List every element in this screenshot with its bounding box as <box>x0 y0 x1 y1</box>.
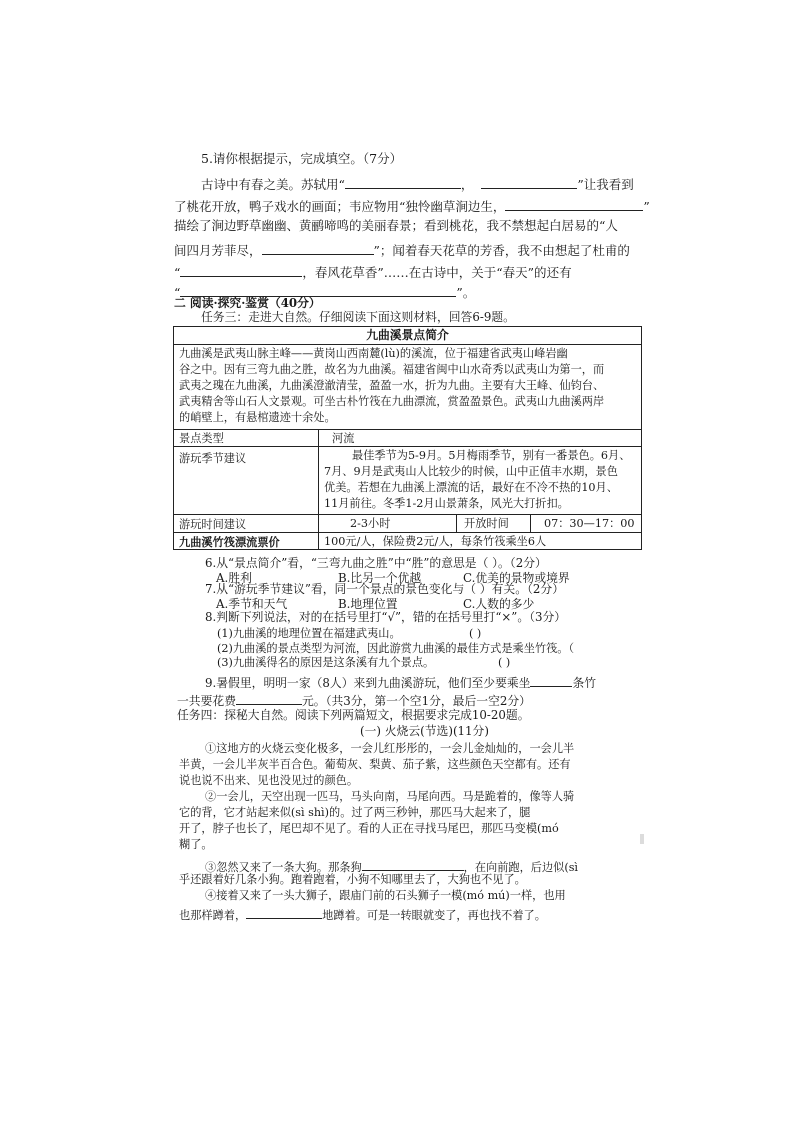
passage-p4-text-b: 地蹲着。可是一转眼就变了，再也找不着了。 <box>322 909 546 922</box>
q7-option-c[interactable]: C.人数的多少 <box>463 597 535 611</box>
q9-line-2 <box>177 692 531 708</box>
time-label: 游玩时间建议 <box>179 518 247 531</box>
passage-line: ④接着又来了一头大狮子，跟庙门前的石头狮子一模(mó mú)一样，也用 <box>205 889 566 902</box>
intro-line: 九曲溪是武夷山脉主峰——黄岗山西南麓(lù)的溪流，位于福建省武夷山峰岩幽 <box>179 347 568 360</box>
intro-line: 的峭壁上，有悬棺遗迹十余处。 <box>179 411 336 424</box>
season-label: 游玩季节建议 <box>179 452 247 465</box>
q7-stem: 7.从“游玩季节建议”看，同一个景点的景色变化与（ ）有关。（2分） <box>205 582 564 596</box>
passage-line: ①这地方的火烧云变化极多，一会儿红彤彤的，一会儿金灿灿的，一会儿半 <box>205 742 575 755</box>
time-value: 2-3小时 <box>350 517 391 530</box>
q8-item-1: (1)九曲溪的地理位置在福建武夷山。 <box>217 627 401 640</box>
intro-line: 谷之中。因有三弯九曲之胜，故名为九曲溪。福建省闽中山水奇秀以武夷山为第一，而 <box>179 363 605 376</box>
q8-item-1-answer[interactable]: ( ) <box>469 627 482 640</box>
q7-option-b[interactable]: B.地理位置 <box>338 597 398 611</box>
passage-line: 糊了。 <box>179 838 213 851</box>
task-3-text: 任务三：走进大自然。仔细阅读下面这则材料，回答6-9题。 <box>201 310 515 324</box>
table-rule-vertical <box>456 514 457 532</box>
passage-p3-text-a: ③忽然又来了一条大狗。那条狗 <box>205 861 362 874</box>
q8-item-3: (3)九曲溪得名的原因是这条溪有九个景点。 <box>217 656 435 669</box>
ticket-label: 九曲溪竹筏漂流票价 <box>179 535 280 549</box>
q5-line-2-text-a: 了桃花开放，鸭子戏水的画面；韦应物用“独怜幽草涧边生， <box>174 199 506 214</box>
q8-item-3-answer[interactable]: ( ) <box>498 656 511 669</box>
q9-line-1-text-b: 条竹 <box>572 676 597 690</box>
q5-line-4 <box>174 242 630 258</box>
season-line: 7月、9月是武夷山人比较少的时候，山中正值丰水期，景色 <box>324 465 618 478</box>
q9-line-1-text-a: 9.暑假里，明明一家（8人）来到九曲溪游玩，他们至少要乘坐 <box>205 676 531 690</box>
passage-title: (一) 火烧云(节选)(11分) <box>360 724 489 738</box>
q5-line-2 <box>174 198 650 214</box>
q5-line-5-text-b: ，春风花草香”……在古诗中，关于“春天”的还有 <box>302 265 572 280</box>
q5-blank-3[interactable] <box>505 198 643 211</box>
table-rule <box>174 429 641 430</box>
table-rule <box>174 344 641 345</box>
q6-option-b[interactable]: B.比另一个优越 <box>338 571 422 585</box>
q5-line-5-text-a: “ <box>174 265 181 280</box>
q5-line-1-text-a: 古诗中有春之美。苏轼用“ <box>201 177 345 192</box>
q9-blank-1[interactable] <box>530 674 572 687</box>
passage-line: 它的背，它才站起来似(sì shì)的。过了两三秒钟，那匹马大起来了，腿 <box>179 806 531 819</box>
passage-p3-text-b: ，在向前跑，后边似(sì <box>463 861 579 874</box>
table-rule-vertical <box>530 514 531 532</box>
passage-line: 半黄，一会儿半灰半百合色。葡萄灰、梨黄、茄子紫，这些颜色天空都有。还有 <box>179 758 571 771</box>
q6-option-a[interactable]: A.胜利 <box>216 571 252 585</box>
q5-line-6-text-a: “ <box>174 285 181 300</box>
q9-line-1 <box>205 674 596 690</box>
scenic-info-table <box>173 326 642 550</box>
q6-stem: 6.从“景点简介”看，“三弯九曲之胜”中“胜”的意思是（ ）。（2分） <box>205 556 547 570</box>
q9-line-2-text-a: 一共要花费 <box>177 694 236 708</box>
intro-line: 武夷精舍等山石人文景观。可坐古朴竹筏在九曲漂流，赏盈盈景色。武夷山九曲溪两岸 <box>179 395 605 408</box>
q5-line-3: 描绘了涧边野草幽幽、黄鹂啼鸣的美丽春景；看到桃花，我不禁想起白居易的“人 <box>174 218 618 233</box>
intro-line: 武夷之瑰在九曲溪，九曲溪澄澈清莹，盈盈一水，折为九曲。主要有大王峰、仙钧台、 <box>179 379 605 392</box>
section-2-title: 二 阅读·探究·鉴赏（40分） <box>174 296 321 310</box>
passage-line-4b <box>179 906 546 921</box>
q5-blank-4[interactable] <box>262 242 374 255</box>
q5-blank-5[interactable] <box>180 264 302 277</box>
q8-item-2: (2)九曲溪的景点类型为河流，因此游赏九曲溪的最佳方式是乘坐竹筏。（ <box>217 642 575 655</box>
season-line: 11月前往。冬季1-2月山景萧条，风光大打折扣。 <box>324 497 569 510</box>
type-value: 河流 <box>332 432 355 445</box>
table-rule <box>174 446 641 447</box>
passage-line: 乎还跟着好几条小狗。跑着跑着，小狗不知哪里去了，大狗也不见了。 <box>179 873 526 886</box>
q5-line-2-text-b: ” <box>643 199 650 214</box>
q5-line-4-text-a: 间四月芳菲尽， <box>174 243 262 258</box>
passage-line: 开了，脖子也长了，尾巴却不见了。看的人正在寻找马尾巴，那匹马变模(mó <box>179 822 559 835</box>
q6-option-c[interactable]: C.优美的景物或境界 <box>463 571 570 585</box>
q5-blank-2[interactable] <box>481 176 577 189</box>
q9-line-2-text-b: 元。（共3分，第一个空1分，最后一空2分） <box>302 694 531 708</box>
table-title: 九曲溪景点简介 <box>366 328 449 342</box>
type-label: 景点类型 <box>179 432 224 445</box>
ticket-value: 100元/人，保险费2元/人，每条竹筏乘坐6人 <box>324 535 547 548</box>
passage-blank-2[interactable] <box>246 906 322 919</box>
table-rule-vertical <box>318 429 319 550</box>
q5-line-1 <box>201 176 634 192</box>
passage-line: 说也说不出来、见也没见过的颜色。 <box>179 774 359 787</box>
q5-line-4-text-b: ”；闻着春天花草的芳香，我不由想起了杜甫的 <box>373 243 630 258</box>
scan-smudge <box>640 834 644 844</box>
passage-blank-1[interactable] <box>362 858 464 871</box>
passage-p4-text-a: 也那样蹲着， <box>179 909 247 922</box>
table-rule <box>174 532 641 533</box>
task-4-text: 任务四：探秘大自然。阅读下列两篇短文，根据要求完成10-20题。 <box>177 708 530 722</box>
table-rule <box>174 514 641 515</box>
q9-blank-2[interactable] <box>236 692 302 705</box>
q8-stem: 8.判断下列说法，对的在括号里打“√”，错的在括号里打“×”。（3分） <box>205 610 567 624</box>
passage-line-3a <box>205 858 578 873</box>
q5-blank-1[interactable] <box>345 176 461 189</box>
season-line: 最佳季节为5-9月。5月梅雨季节，别有一番景色。6月、 <box>352 449 631 462</box>
season-line: 优美。若想在九曲溪上漂流的话，最好在不冷不热的10月、 <box>324 481 618 494</box>
passage-line: ②一会儿，天空出现一匹马，马头向南，马尾向西。马是跪着的，像等人骑 <box>205 790 575 803</box>
open-value: 07：30—17：00 <box>544 517 635 530</box>
q5-line-1-text-b: ， <box>460 177 474 192</box>
open-label: 开放时间 <box>464 517 509 530</box>
q5-title: 5.请你根据提示，完成填空。（7分） <box>201 151 403 166</box>
q5-line-6-text-b: ”。 <box>456 285 476 300</box>
q5-line-5 <box>174 264 572 280</box>
q7-option-a[interactable]: A.季节和天气 <box>216 597 288 611</box>
q5-line-1-text-c: ”让我看到 <box>577 177 634 192</box>
